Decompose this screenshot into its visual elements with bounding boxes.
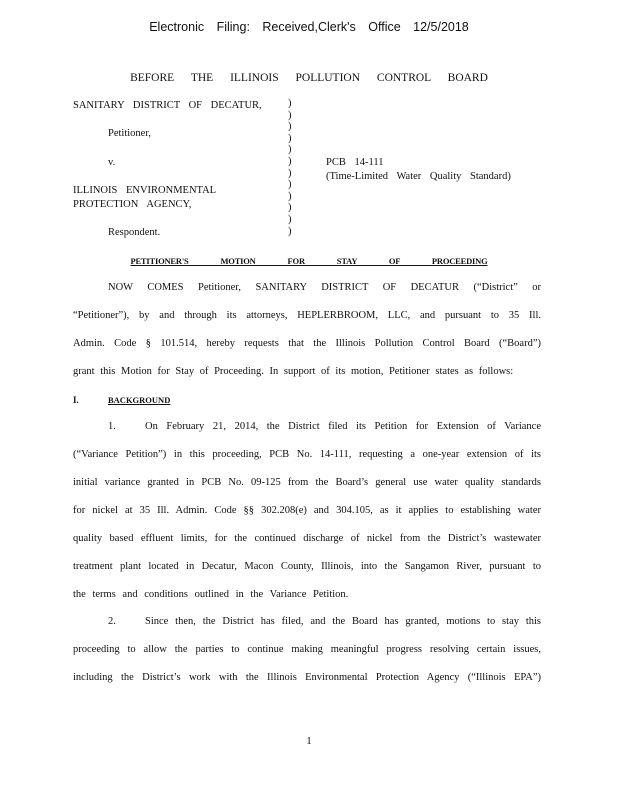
board-heading: BEFORE THE ILLINOIS POLLUTION CONTROL BOARD xyxy=(130,72,488,84)
petitioner-name: SANITARY DISTRICT OF DECATUR, xyxy=(73,100,262,111)
respondent-role: Respondent. xyxy=(108,227,161,238)
motion-title xyxy=(0,256,618,266)
versus: v. xyxy=(108,157,116,168)
case-type: (Time-Limited Water Quality Standard) xyxy=(326,171,511,182)
paragraph-1-line-5: quality based effluent limits, for the continued discharge of nickel from the District’s wastewater xyxy=(73,533,541,544)
motion-title-text: PETITIONER'S MOTION FOR STAY OF PROCEEDING xyxy=(130,256,488,266)
intro-line-1: NOW COMES Petitioner, SANITARY DISTRICT OF DECATUR (“District” or xyxy=(108,282,541,293)
paragraph-1-line-2: (“Variance Petition”) in this proceeding, PCB No. 14-111, requesting a one-year extension of its xyxy=(73,449,541,460)
intro-line-2: “Petitioner”), by and through its attorneys, HEPLERBROOM, LLC, and pursuant to 35 Ill. xyxy=(73,310,541,321)
case-number: PCB 14-111 xyxy=(326,157,384,168)
paragraph-2-line-3: including the District’s work with the Illinois Environmental Protection Agency (“Illinois EPA”) xyxy=(73,672,541,683)
paragraph-1-line-4: for nickel at 35 Ill. Admin. Code §§ 302.208(e) and 304.105, as it applies to establishing water xyxy=(73,505,541,516)
intro-line-4: grant this Motion for Stay of Proceeding. In support of its motion, Petitioner states as follows: xyxy=(73,366,514,377)
paragraph-2-number: 2. xyxy=(108,616,116,627)
section-title: BACKGROUND xyxy=(108,395,171,405)
respondent-name-line1: ILLINOIS ENVIRONMENTAL xyxy=(73,185,217,196)
paragraph-1-line-6: treatment plant located in Decatur, Macon County, Illinois, into the Sangamon River, pursuant to xyxy=(73,561,541,572)
paragraph-1-line-3: initial variance granted in PCB No. 09-125 from the Board’s general use water quality standards xyxy=(73,477,541,488)
caption-parens: ) ) ) ) ) ) ) ) ) ) ) ) xyxy=(288,98,292,237)
paragraph-1-number: 1. xyxy=(108,421,116,432)
paragraph-1-line-7: the terms and conditions outlined in the Variance Petition. xyxy=(73,589,349,600)
petitioner-role: Petitioner, xyxy=(108,128,152,139)
paragraph-2-line-2: proceeding to allow the parties to continue making meaningful progress resolving certain issues, xyxy=(73,644,541,655)
paragraph-2-line-1: Since then, the District has filed, and the Board has granted, motions to stay this xyxy=(145,616,541,627)
filing-stamp: Electronic Filing: Received,Clerk's Office 12/5/2018 xyxy=(149,20,469,34)
paragraph-1-line-1: On February 21, 2014, the District filed its Petition for Extension of Variance xyxy=(145,421,541,432)
intro-line-3: Admin. Code § 101.514, hereby requests that the Illinois Pollution Control Board (“Board”) xyxy=(73,338,541,349)
section-number: I. xyxy=(73,395,79,405)
respondent-name-line2: PROTECTION AGENCY, xyxy=(73,199,192,210)
page-number: 1 xyxy=(306,735,312,747)
